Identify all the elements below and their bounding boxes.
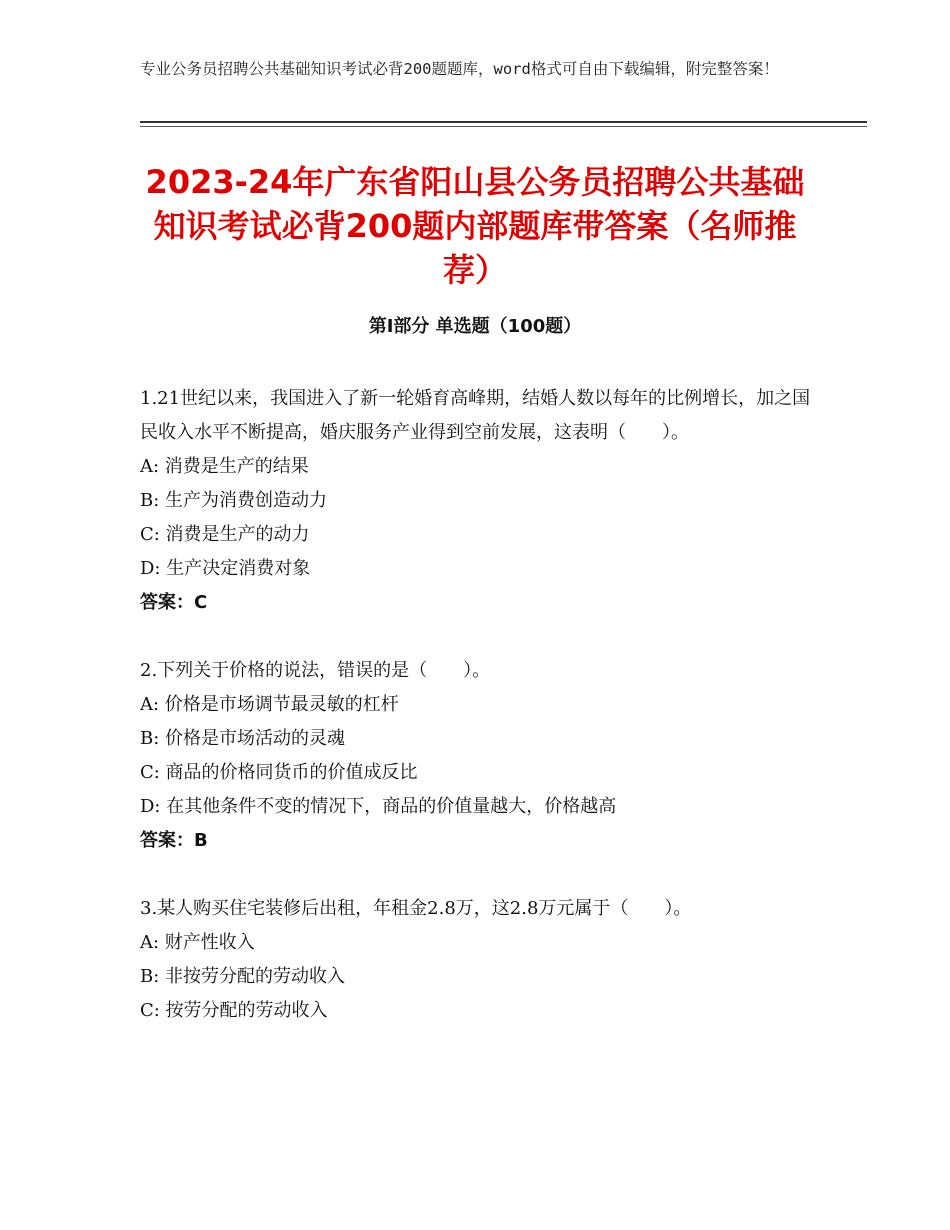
question-answer: 答案：B (140, 830, 208, 851)
question-option: B: 价格是市场活动的灵魂 (140, 728, 346, 749)
question-option: A: 财产性收入 (140, 932, 255, 953)
question-item (140, 892, 820, 1028)
question-option: A: 消费是生产的结果 (140, 456, 309, 477)
question-item (140, 654, 820, 858)
question-option: A: 价格是市场调节最灵敏的杠杆 (140, 694, 399, 715)
document-title: 2023-24年广东省阳山县公务员招聘公共基础知识考试必背200题内部题库带答案（名师推荐） (145, 163, 805, 289)
question-answer: 答案：C (140, 592, 208, 613)
question-option: C: 按劳分配的劳动收入 (140, 1000, 328, 1021)
question-option: D: 生产决定消费对象 (140, 558, 311, 579)
question-stem: 2.下列关于价格的说法，错误的是（ ）。 (140, 660, 491, 681)
question-option: B: 生产为消费创造动力 (140, 490, 328, 511)
question-option: D: 在其他条件不变的情况下，商品的价值量越大，价格越高 (140, 796, 617, 817)
header-note: 专业公务员招聘公共基础知识考试必背200题题库，word格式可自由下载编辑，附完整答案！ (140, 60, 779, 78)
question-stem: 3.某人购买住宅装修后出租，年租金2.8万，这2.8万元属于（ ）。 (140, 898, 692, 919)
question-item (140, 382, 820, 620)
section-heading: 第I部分 单选题（100题） (368, 316, 582, 337)
question-stem: 1.21世纪以来，我国进入了新一轮婚育高峰期，结婚人数以每年的比例增长，加之国民收入水平不断提高，婚庆服务产业得到空前发展，这表明（ ）。 (140, 388, 811, 443)
header-rule-thin (140, 126, 867, 127)
question-list (140, 382, 820, 1062)
question-option: C: 商品的价格同货币的价值成反比 (140, 762, 418, 783)
question-option: B: 非按劳分配的劳动收入 (140, 966, 346, 987)
header-rule-thick (140, 121, 867, 123)
question-option: C: 消费是生产的动力 (140, 524, 310, 545)
